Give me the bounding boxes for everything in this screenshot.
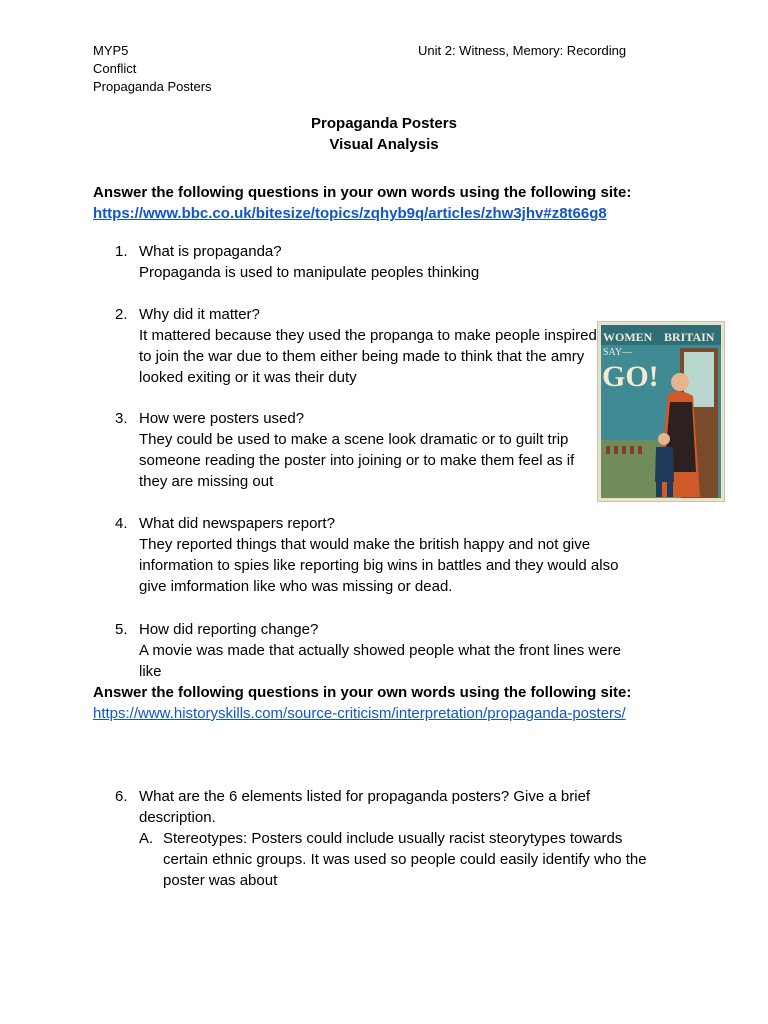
header-course: MYP5	[93, 43, 129, 58]
header-left	[93, 42, 212, 96]
answer-text: They could be used to make a scene look dramatic or to guilt trip someone reading the poster into joining or to make them feel as if they are missing out	[139, 431, 575, 490]
question-text: What is propaganda?	[139, 243, 282, 260]
question-text: What are the 6 elements listed for propaganda posters? Give a brief description.	[139, 788, 591, 826]
poster-text-say: SAY—	[603, 347, 633, 358]
answer-text: They reported things that would make the british happy and not give information to spies like reporting big wins in battles and they would also give imformation like who was missing or dead.	[139, 536, 619, 595]
poster-text-britain: BRITAIN	[664, 330, 715, 344]
poster-text-women: WOMEN	[603, 330, 653, 344]
instructions-text: Answer the following questions in your own words using the following site:	[93, 684, 632, 701]
question-number: 5.	[115, 621, 128, 638]
title-line-2: Visual Analysis	[329, 136, 439, 153]
page-title	[0, 113, 768, 155]
question-number: 3.	[115, 410, 128, 427]
answer-text: Propaganda is used to manipulate peoples thinking	[139, 264, 480, 281]
question-number: 1.	[115, 243, 128, 260]
title-line-1: Propaganda Posters	[311, 115, 457, 132]
question-2	[115, 304, 600, 388]
question-number: 2.	[115, 306, 128, 323]
question-6	[115, 786, 645, 828]
question-4	[115, 513, 635, 597]
question-text: Why did it matter?	[139, 306, 260, 323]
question-text: How were posters used?	[139, 410, 305, 427]
question-5	[115, 619, 635, 682]
instructions-bbc	[93, 182, 673, 224]
question-1	[115, 241, 595, 283]
answer-6a	[139, 828, 649, 891]
header-unit: Unit 2: Witness, Memory: Recording	[418, 43, 627, 58]
answer-text: It mattered because they used the propanga to make people inspired to join the war due to them either being made to think that the amry looked exiting or it was their duty	[139, 327, 597, 386]
instructions-historyskills	[93, 682, 673, 724]
question-3	[115, 408, 585, 492]
poster-text-go: GO!	[602, 360, 659, 393]
question-text: How did reporting change?	[139, 621, 319, 638]
answer-text: Stereotypes: Posters could include usually racist steorytypes towards certain ethnic groups. It was used so people could easily identify who the poster was about	[163, 830, 647, 889]
bbc-link[interactable]: https://www.bbc.co.uk/bitesize/topics/zqhyb9q/articles/zhw3jhv#z8t66g8	[93, 205, 607, 222]
question-number: 4.	[115, 515, 128, 532]
answer-text: A movie was made that actually showed people what the front lines were like	[139, 642, 621, 680]
historyskills-link[interactable]: https://www.historyskills.com/source-criticism/interpretation/propaganda-posters/	[93, 705, 626, 722]
header-topic: Conflict	[93, 61, 137, 76]
header-subtopic: Propaganda Posters	[93, 79, 212, 94]
question-text: What did newspapers report?	[139, 515, 335, 532]
propaganda-poster-image	[598, 322, 724, 501]
instructions-text: Answer the following questions in your own words using the following site:	[93, 184, 632, 201]
question-number: 6.	[115, 788, 128, 805]
sub-answer-letter: A.	[139, 830, 154, 847]
